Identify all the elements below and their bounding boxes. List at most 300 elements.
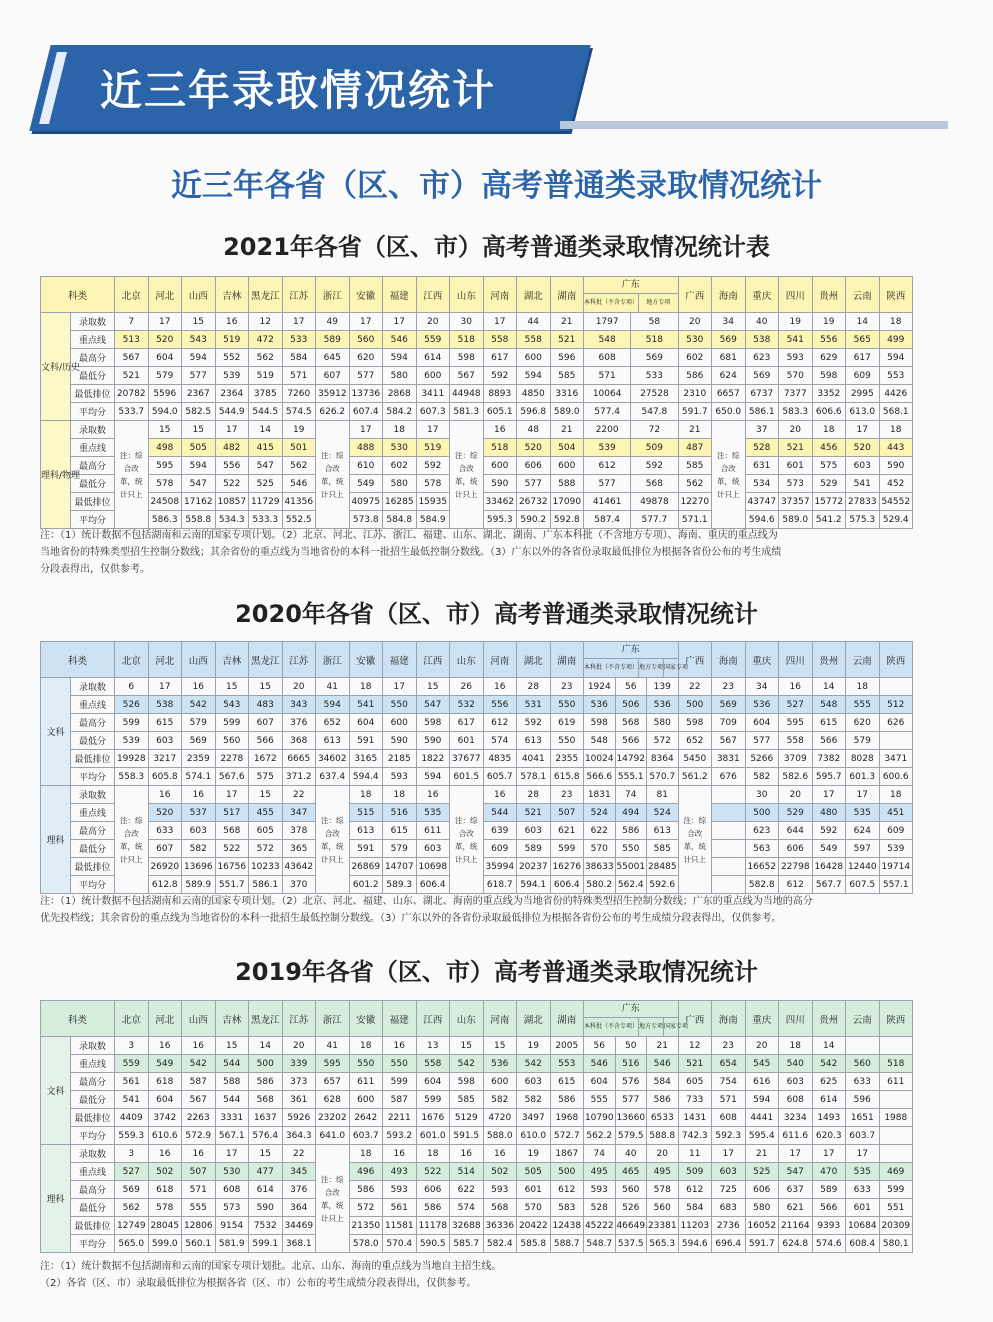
table-cell: 603	[712, 1163, 746, 1181]
header-province: 云南	[846, 642, 880, 678]
table-cell: 455	[249, 804, 283, 822]
table-cell: 594.1	[517, 876, 551, 894]
table-cell: 550	[550, 696, 584, 714]
row-label: 平均分	[71, 876, 115, 894]
table-cell: 595.3	[483, 511, 517, 529]
table-cell: 17	[846, 786, 880, 804]
table-cell: 56	[615, 678, 647, 696]
header-province: 河南	[483, 1001, 517, 1037]
table-cell: 5926	[282, 1109, 316, 1127]
table-cell: 3709	[779, 750, 813, 768]
header-province: 吉林	[215, 1001, 249, 1037]
table-cell	[712, 822, 746, 840]
table-cell: 539	[215, 367, 249, 385]
table-cell: 3331	[215, 1109, 249, 1127]
table-cell: 529.4	[879, 511, 913, 529]
table-cell: 530	[383, 439, 417, 457]
table-cell: 18	[879, 313, 913, 331]
table-cell: 3411	[416, 385, 450, 403]
table-cell: 626	[879, 714, 913, 732]
table-cell: 572.7	[550, 1127, 584, 1145]
table-cell: 621	[550, 822, 584, 840]
table-cell: 5266	[745, 750, 779, 768]
table-cell: 586	[647, 1091, 679, 1109]
header-province: 安徽	[349, 1001, 383, 1037]
table-cell: 18	[779, 1037, 813, 1055]
row-label: 最低排位	[71, 385, 115, 403]
table-cell: 551.7	[215, 876, 249, 894]
header-province: 湖北	[517, 1001, 551, 1037]
table-row	[41, 1217, 913, 1235]
table-cell: 603	[148, 732, 182, 750]
table-cell: 5450	[678, 750, 712, 768]
table-cell: 539	[879, 840, 913, 858]
header-category: 科类	[41, 642, 115, 678]
table-cell: 610	[349, 457, 383, 475]
table-cell: 592	[631, 457, 678, 475]
table-cell: 623	[745, 349, 779, 367]
header-province: 河南	[483, 642, 517, 678]
table-cell: 41461	[584, 493, 631, 511]
table-cell: 594	[316, 696, 350, 714]
table-cell: 542	[517, 1055, 551, 1073]
table-cell: 551	[879, 1199, 913, 1217]
row-label: 最高分	[71, 822, 115, 840]
table-cell: 594	[182, 349, 216, 367]
table-cell: 527	[115, 1163, 149, 1181]
table-cell: 371.2	[282, 768, 316, 786]
table-cell: 506	[615, 696, 647, 714]
table-cell: 652	[678, 732, 712, 750]
table-cell: 618	[148, 1073, 182, 1091]
table-cell: 595.7	[812, 768, 846, 786]
table-cell: 535	[846, 1163, 880, 1181]
table-cell: 591.5	[450, 1127, 484, 1145]
table-cell: 3785	[249, 385, 283, 403]
table-cell: 582.6	[779, 768, 813, 786]
table-cell: 470	[812, 1163, 846, 1181]
table-cell: 502	[483, 1163, 517, 1181]
table-cell: 7	[115, 313, 149, 331]
table-cell: 595	[316, 1055, 350, 1073]
table-cell: 553	[879, 367, 913, 385]
table-row	[41, 421, 913, 439]
row-label: 最低排位	[71, 858, 115, 876]
header-province: 云南	[846, 277, 880, 313]
table-cell: 607.5	[846, 876, 880, 894]
header-guangdong-label: 广东	[584, 1001, 678, 1018]
merged-note-cell: 注：综合改革，统计只上	[678, 786, 712, 894]
table-cell: 555.1	[615, 768, 647, 786]
table-cell: 612	[779, 876, 813, 894]
header-province: 吉林	[215, 642, 249, 678]
table-cell: 696.4	[712, 1235, 746, 1253]
table-cell: 505	[517, 1163, 551, 1181]
table-cell: 595.4	[745, 1127, 779, 1145]
table-cell: 631	[745, 457, 779, 475]
table-cell: 566	[615, 732, 647, 750]
table-cell: 578	[148, 1199, 182, 1217]
table-cell: 522	[416, 1163, 450, 1181]
table-cell: 603	[846, 457, 880, 475]
table-cell: 594	[182, 457, 216, 475]
table-cell: 24508	[148, 493, 182, 511]
table-cell: 593	[383, 1181, 417, 1199]
header-province: 黑龙江	[249, 277, 283, 313]
table-cell: 609	[846, 367, 880, 385]
table-row	[41, 732, 913, 750]
table-cell: 600	[416, 367, 450, 385]
table-cell: 530	[678, 331, 712, 349]
header-guangdong-label: 广东	[584, 642, 678, 659]
table-cell: 590	[383, 732, 417, 750]
table-cell: 14	[249, 421, 283, 439]
table-cell: 590	[249, 1199, 283, 1217]
header-guangdong-subcol: 地方专项	[638, 1018, 663, 1036]
table-cell: 533	[631, 367, 678, 385]
table-cell: 34469	[282, 1217, 316, 1235]
table-cell: 14	[812, 678, 846, 696]
header-guangdong-subcols	[584, 1018, 689, 1036]
table-cell: 577	[615, 1091, 647, 1109]
table-cell: 499	[879, 331, 913, 349]
table-cell: 32688	[450, 1217, 484, 1235]
table-cell: 20309	[879, 1217, 913, 1235]
table-cell: 482	[215, 439, 249, 457]
table-cell: 615.8	[550, 768, 584, 786]
table-cell: 608	[712, 1109, 746, 1127]
table-cell: 601.3	[846, 768, 880, 786]
table-cell: 2185	[383, 750, 417, 768]
table-cell: 41356	[282, 493, 316, 511]
table-cell: 17	[483, 313, 517, 331]
table-cell: 364.3	[282, 1127, 316, 1145]
table-cell	[879, 1127, 913, 1145]
table-cell: 443	[879, 439, 913, 457]
table-cell: 9393	[812, 1217, 846, 1235]
header-province: 重庆	[745, 1001, 779, 1037]
table-cell: 500	[745, 804, 779, 822]
table-cell: 613	[316, 732, 350, 750]
table-cell: 606	[416, 1181, 450, 1199]
table-cell: 612	[678, 1181, 712, 1199]
row-label: 最低分	[71, 1199, 115, 1217]
table-cell: 522	[215, 475, 249, 493]
table-cell: 21350	[349, 1217, 383, 1235]
table-cell: 18	[879, 786, 913, 804]
merged-note-cell: 注：综合改革，统计只上	[450, 421, 484, 529]
table-row	[41, 1199, 913, 1217]
table-cell: 5596	[148, 385, 182, 403]
table-cell: 20237	[517, 858, 551, 876]
table-cell: 591	[349, 840, 383, 858]
table-cell: 582	[745, 768, 779, 786]
table-cell: 593	[584, 1181, 616, 1199]
table-cell: 521	[678, 1055, 712, 1073]
table-cell: 361	[282, 1091, 316, 1109]
table-cell: 14	[812, 1037, 846, 1055]
table-cell: 573	[779, 475, 813, 493]
table-cell: 44948	[450, 385, 484, 403]
banner-divider-line	[560, 121, 948, 129]
table-cell: 567	[182, 1091, 216, 1109]
table-2020-note: 注：（1）统计数据不包括湖南和云南的国家专项计划。（2）北京、河北、福建、山东、湖北、海南的重点线为当地省份的特殊类型招生控制分数线；广东的重点线为当地的高分 优先投档线；其余省份的重点线为当地省份的本科一批招生最低控制分数线。（3）广东以外的各省份录取最低排位为根据各省份公布的考生成绩分段表得出，仅供参考。	[40, 896, 813, 924]
header-province: 四川	[779, 1001, 813, 1037]
table-cell: 610.6	[148, 1127, 182, 1145]
table-cell: 37	[745, 421, 779, 439]
table-cell: 2642	[349, 1109, 383, 1127]
table-cell: 585	[550, 367, 584, 385]
table-cell: 579.5	[615, 1127, 647, 1145]
table-cell: 558.3	[115, 768, 149, 786]
table-cell: 22	[282, 786, 316, 804]
table-cell: 20	[779, 786, 813, 804]
table-cell: 480	[812, 804, 846, 822]
table-cell: 41	[316, 678, 350, 696]
header-province: 河北	[148, 1001, 182, 1037]
table-cell: 16756	[215, 858, 249, 876]
table-row	[41, 768, 913, 786]
table-cell: 594	[416, 768, 450, 786]
table-cell: 607	[316, 367, 350, 385]
table-cell: 574.1	[182, 768, 216, 786]
table-cell: 611	[349, 1073, 383, 1091]
table-cell: 612	[584, 457, 631, 475]
table-cell: 617	[846, 349, 880, 367]
table-cell: 10790	[584, 1109, 616, 1127]
header-province: 黑龙江	[249, 642, 283, 678]
table-cell: 645	[316, 349, 350, 367]
table-cell: 602	[383, 457, 417, 475]
table-cell: 593	[779, 349, 813, 367]
table-cell: 22	[678, 678, 712, 696]
table-cell: 676	[712, 768, 746, 786]
table-cell: 612	[550, 1181, 584, 1199]
table-cell	[712, 840, 746, 858]
header-province: 湖北	[517, 642, 551, 678]
table-cell: 498	[148, 439, 182, 457]
table-cell: 544	[483, 804, 517, 822]
table-cell	[846, 1037, 880, 1055]
table-cell: 552.5	[282, 511, 316, 529]
table-cell: 569	[745, 367, 779, 385]
table-cell: 525	[745, 1163, 779, 1181]
banner	[0, 0, 993, 140]
table-cell: 16285	[383, 493, 417, 511]
table-cell: 569	[712, 331, 746, 349]
table-cell: 18	[416, 1145, 450, 1163]
table-cell: 16	[182, 678, 216, 696]
table-cell: 2868	[383, 385, 417, 403]
header-province: 湖南	[550, 642, 584, 678]
table-cell: 603	[517, 822, 551, 840]
table-cell: 415	[249, 439, 283, 457]
table-cell: 376	[282, 1181, 316, 1199]
table-cell: 586.3	[148, 511, 182, 529]
row-label: 最低分	[71, 732, 115, 750]
table-row	[41, 1127, 913, 1145]
table-cell: 556	[215, 457, 249, 475]
table-cell: 8893	[483, 385, 517, 403]
table-cell: 594.6	[745, 511, 779, 529]
table-cell: 598	[450, 349, 484, 367]
table-cell: 519	[215, 331, 249, 349]
table-cell: 601	[517, 1181, 551, 1199]
table-cell: 19	[779, 313, 813, 331]
table-cell: 43747	[745, 493, 779, 511]
table-cell: 517	[215, 804, 249, 822]
table-cell: 601	[779, 457, 813, 475]
header-province: 吉林	[215, 277, 249, 313]
table-cell: 487	[678, 439, 712, 457]
table-cell: 509	[678, 1163, 712, 1181]
table-row	[41, 1091, 913, 1109]
table-cell: 562	[249, 349, 283, 367]
table-2019-title: 2019年各省（区、市）高考普通类录取情况统计	[235, 958, 758, 986]
table-cell: 34602	[316, 750, 350, 768]
table-cell: 560	[615, 1181, 647, 1199]
table-cell: 611.6	[779, 1127, 813, 1145]
table-cell: 15	[450, 1037, 484, 1055]
table-cell: 2310	[678, 385, 712, 403]
header-province: 福建	[383, 277, 417, 313]
table-cell: 2367	[182, 385, 216, 403]
table-cell: 590	[416, 732, 450, 750]
table-cell: 586	[550, 1091, 584, 1109]
table-cell: 610.0	[517, 1127, 551, 1145]
table-cell: 483	[249, 696, 283, 714]
table-cell: 548	[584, 732, 616, 750]
header-guangdong-subcol: 地方专项	[638, 659, 663, 677]
table-cell: 605	[678, 1073, 712, 1091]
table-cell: 35994	[483, 858, 517, 876]
table-cell: 565.0	[115, 1235, 149, 1253]
table-cell: 561.2	[678, 768, 712, 786]
table-cell: 17162	[182, 493, 216, 511]
table-cell: 620.3	[812, 1127, 846, 1145]
table-cell: 560	[349, 331, 383, 349]
table-cell: 550	[615, 840, 647, 858]
table-cell: 558	[483, 331, 517, 349]
table-cell: 562.2	[584, 1127, 616, 1145]
table-cell: 18	[879, 421, 913, 439]
table-cell: 574	[483, 732, 517, 750]
table-cell: 617	[450, 714, 484, 732]
table-cell: 7382	[812, 750, 846, 768]
table-cell: 613.0	[846, 403, 880, 421]
table-cell: 623	[745, 822, 779, 840]
table-cell: 368.1	[282, 1235, 316, 1253]
table-cell: 536	[745, 696, 779, 714]
table-cell: 541	[846, 475, 880, 493]
table-cell: 606	[779, 840, 813, 858]
table-cell: 568.1	[879, 403, 913, 421]
table-cell: 548.7	[584, 1235, 616, 1253]
table-cell: 604	[349, 714, 383, 732]
table-cell: 7260	[282, 385, 316, 403]
table-row	[41, 696, 913, 714]
table-cell: 11729	[249, 493, 283, 511]
table-cell: 556	[812, 331, 846, 349]
table-cell: 582.5	[182, 403, 216, 421]
table-cell: 493	[383, 1163, 417, 1181]
table-cell: 586	[349, 1181, 383, 1199]
table-cell: 1822	[416, 750, 450, 768]
table-row	[41, 1235, 913, 1253]
header-province: 重庆	[745, 642, 779, 678]
table-cell: 600.6	[879, 768, 913, 786]
table-cell: 606.6	[812, 403, 846, 421]
table-cell	[712, 858, 746, 876]
table-cell: 507	[550, 804, 584, 822]
table-cell: 456	[812, 439, 846, 457]
table-cell: 584	[678, 1199, 712, 1217]
table-cell: 594.4	[349, 768, 383, 786]
table-cell: 535	[846, 804, 880, 822]
table-cell: 35912	[316, 385, 350, 403]
table-cell: 615	[812, 714, 846, 732]
table-cell: 22798	[779, 858, 813, 876]
table-cell: 536	[584, 696, 616, 714]
table-cell: 613	[349, 822, 383, 840]
table-cell: 604	[148, 349, 182, 367]
table-cell: 538	[745, 331, 779, 349]
table-cell	[879, 732, 913, 750]
table-cell: 345	[282, 1163, 316, 1181]
table-cell: 754	[712, 1073, 746, 1091]
table-cell: 542	[812, 1055, 846, 1073]
table-cell: 529	[779, 804, 813, 822]
table-cell: 16	[383, 1145, 417, 1163]
header-guangdong-subcol: 国家专项	[663, 1018, 688, 1036]
table-cell: 558	[416, 1055, 450, 1073]
table-cell: 606	[745, 1181, 779, 1199]
table-cell: 3352	[812, 385, 846, 403]
table-cell: 550	[550, 732, 584, 750]
header-province: 陕西	[879, 642, 913, 678]
table-cell: 518	[483, 439, 517, 457]
table-cell: 44	[517, 313, 551, 331]
table-cell: 568	[631, 475, 678, 493]
table-cell: 612.8	[148, 876, 182, 894]
table-cell: 552	[215, 349, 249, 367]
table-cell: 12	[678, 1037, 712, 1055]
table-cell: 590.2	[517, 511, 551, 529]
table-cell: 577	[349, 367, 383, 385]
table-cell: 594	[517, 367, 551, 385]
header-province: 山东	[450, 1001, 484, 1037]
table-cell: 584.2	[383, 403, 417, 421]
table-cell: 576.4	[249, 1127, 283, 1145]
table-cell: 558.8	[182, 511, 216, 529]
table-cell: 547	[182, 475, 216, 493]
table-cell: 582.4	[483, 1235, 517, 1253]
table-cell: 23	[550, 786, 584, 804]
table-cell: 637	[779, 1181, 813, 1199]
table-cell: 598	[416, 714, 450, 732]
table-cell: 36336	[483, 1217, 517, 1235]
table-cell: 571	[282, 367, 316, 385]
table-cell: 599	[416, 1091, 450, 1109]
row-label: 最低分	[71, 1091, 115, 1109]
table-cell: 22	[282, 1145, 316, 1163]
table-row	[41, 1073, 913, 1091]
table-cell: 594.6	[678, 1235, 712, 1253]
table-cell: 17	[215, 421, 249, 439]
table-cell: 1493	[812, 1109, 846, 1127]
table-cell: 27833	[846, 493, 880, 511]
table-cell: 566	[249, 732, 283, 750]
